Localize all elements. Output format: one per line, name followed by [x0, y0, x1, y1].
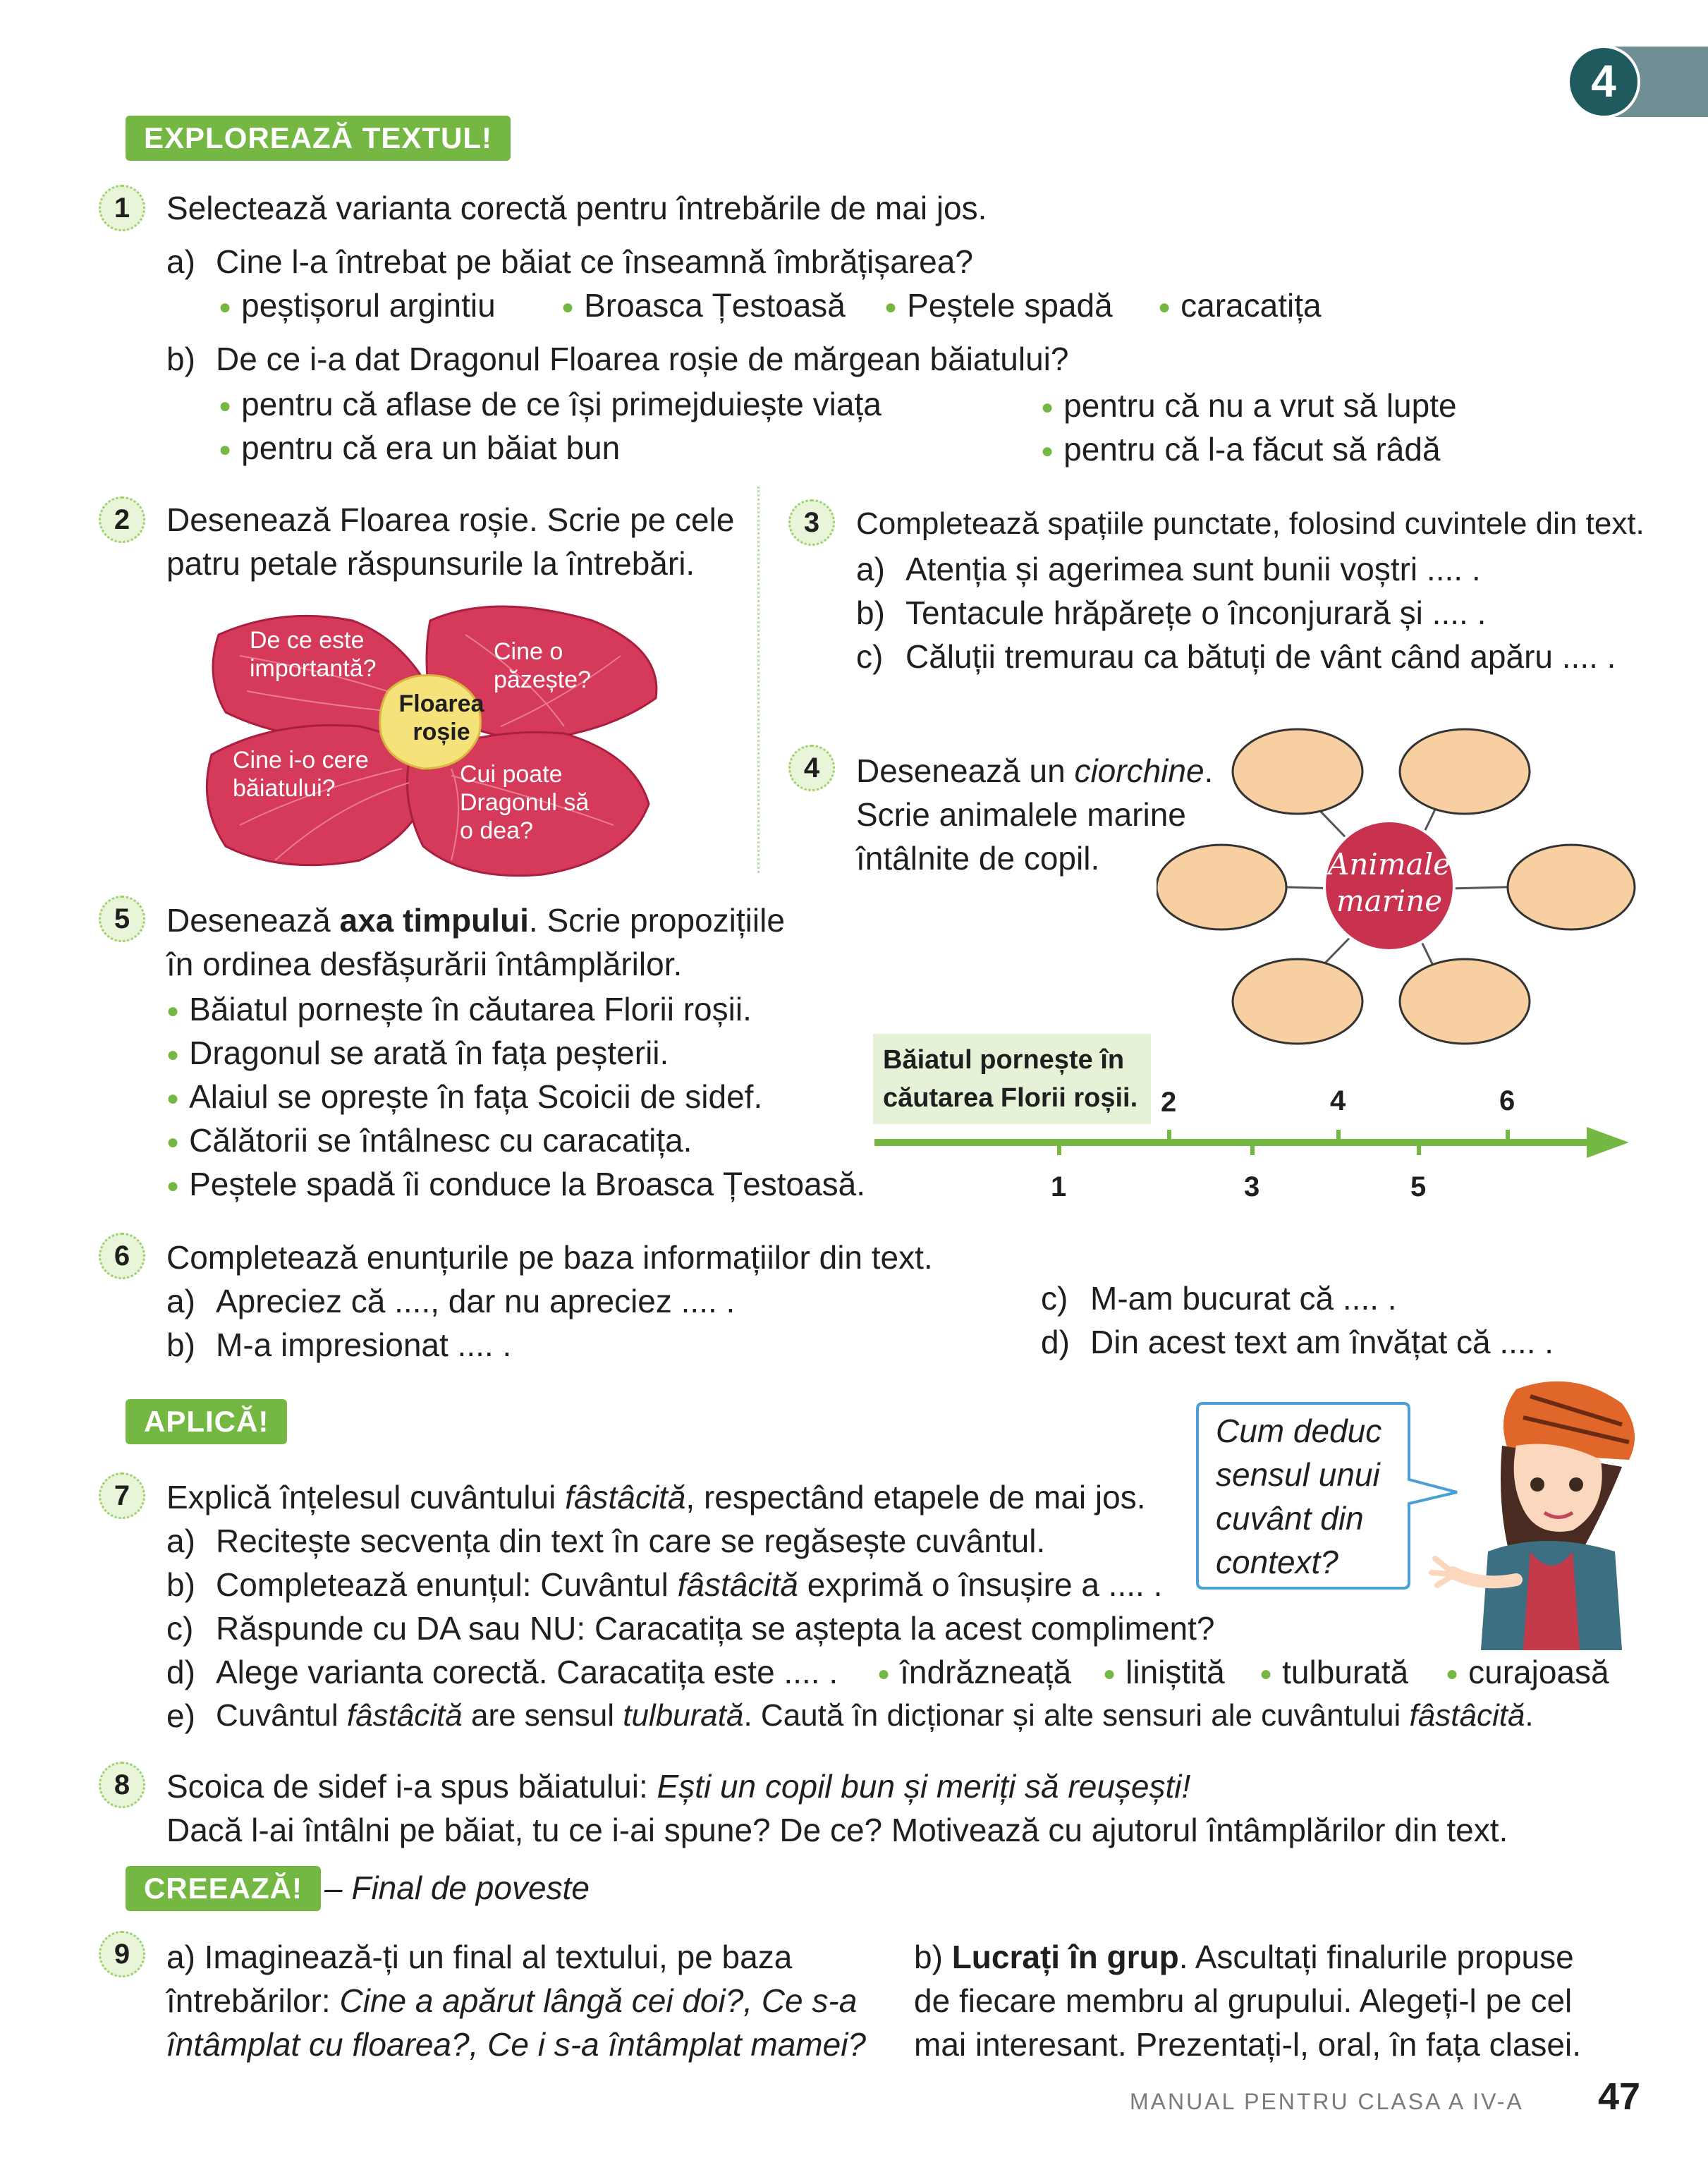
list-item: ● Alaiul se oprește în fața Scoicii de sidef.: [166, 1078, 763, 1115]
exercise-1-title: Selectează varianta corectă pentru întrebările de mai jos.: [166, 190, 987, 226]
exercise-6a-text: Apreciez că ...., dar nu apreciez .... .: [216, 1283, 736, 1319]
exercise-6b-label: b): [166, 1327, 195, 1363]
bullet-icon: ●: [166, 1130, 180, 1154]
exercise-7c-text: Răspunde cu DA sau NU: Caracatița se aștepta la acest compliment?: [216, 1610, 1215, 1647]
timeline-tick-label: 2: [1161, 1087, 1177, 1118]
chapter-badge: 4: [1567, 45, 1640, 118]
exercise-3c-label: c): [856, 638, 884, 675]
bullet-icon: ●: [1103, 1662, 1116, 1685]
section-subtitle: – Final de poveste: [324, 1870, 590, 1906]
exercise-7b-label: b): [166, 1566, 195, 1603]
bullet-icon: ●: [1158, 295, 1171, 319]
exercise-7d-text: Alege varianta corectă. Caracatița este .... .: [216, 1654, 838, 1690]
timeline-tick-label: 4: [1330, 1085, 1346, 1116]
exercise-3b-text: Tentacule hrăpărețe o înconjurară și .... .: [905, 594, 1487, 631]
exercise-7b-text: Completează enunțul: Cuvântul fâstâcită exprimă o însușire a .... .: [216, 1566, 1163, 1603]
bullet-icon: ●: [166, 1087, 180, 1110]
bullet-icon: ●: [219, 394, 232, 417]
bullet-icon: ●: [1041, 396, 1054, 419]
exercise-1a-label: a): [166, 243, 195, 280]
bubble-line: Cum deduc: [1216, 1413, 1382, 1449]
option[interactable]: ● tulburată: [1259, 1654, 1409, 1690]
exercise-7a-label: a): [166, 1523, 195, 1559]
exercise-number: 6: [99, 1233, 145, 1279]
bullet-icon: ●: [219, 295, 232, 319]
exercise-3b-label: b): [856, 594, 885, 631]
bubble-line: cuvânt din: [1216, 1500, 1364, 1537]
timeline-tick-label: 5: [1410, 1171, 1427, 1202]
exercise-number: 5: [99, 896, 145, 942]
exercise-6c-text: M-am bucurat că .... .: [1090, 1280, 1397, 1317]
bullet-icon: ●: [1446, 1662, 1459, 1685]
bullet-icon: ●: [166, 999, 180, 1023]
exercise-1a-question: Cine l-a întrebat pe băiat ce înseamnă îmbrățișarea?: [216, 243, 973, 280]
flower-center-line: Floarea: [398, 690, 484, 717]
exercise-3a-text: Atenția și agerimea sunt bunii voștri .... .: [905, 551, 1481, 587]
timeline-axis: [874, 1121, 1636, 1171]
bullet-icon: ●: [1041, 439, 1054, 463]
bubble-line: sensul unui: [1216, 1456, 1380, 1493]
exercise-8-line: Dacă l-ai întâlni pe băiat, tu ce i-ai spune? De ce? Motivează cu ajutorul întâmplărilor din text.: [166, 1812, 1508, 1848]
exercise-number: 7: [99, 1472, 145, 1519]
exercise-7-title: Explică înțelesul cuvântului fâstâcită, respectând etapele de mai jos.: [166, 1479, 1146, 1516]
exercise-3c-text: Căluții tremurau ca bătuți de vânt când apăru .... .: [905, 638, 1616, 675]
exercise-9a-line: întrebărilor: Cine a apărut lângă cei doi?, Ce s-a: [166, 1982, 858, 2019]
exercise-number: 9: [99, 1931, 145, 1977]
exercise-7c-label: c): [166, 1610, 194, 1647]
option[interactable]: ● Peștele spadă: [884, 287, 1113, 324]
bullet-icon: ●: [166, 1043, 180, 1066]
exercise-1b-question: De ce i-a dat Dragonul Floarea roșie de mărgean băiatului?: [216, 341, 1069, 377]
bullet-icon: ●: [166, 1174, 180, 1197]
ciorchine-center-line: marine: [1336, 884, 1443, 918]
exercise-6a-label: a): [166, 1283, 195, 1319]
exercise-number: 3: [788, 499, 835, 546]
petal-question: [233, 746, 369, 803]
petal-line: De ce este: [250, 627, 365, 654]
exercise-9b-line: de fiecare membru al grupului. Alegeți-l pe cel: [914, 1982, 1573, 2019]
exercise-3-title: Completează spațiile punctate, folosind cuvintele din text.: [856, 506, 1645, 541]
exercise-4-line: Scrie animalele marine: [856, 796, 1186, 833]
section-tag-apply: APLICĂ!: [126, 1399, 287, 1444]
bullet-icon: ●: [877, 1662, 891, 1685]
page-number: 47: [1598, 2075, 1641, 2118]
list-item: ● Peștele spadă îi conduce la Broasca Țestoasă.: [166, 1166, 866, 1202]
section-tag-explore: EXPLOREAZĂ TEXTUL!: [126, 116, 511, 161]
option[interactable]: ● Broasca Țestoasă: [561, 287, 846, 324]
exercise-7e-text: Cuvântul fâstâcită are sensul tulburată. Caută în dicționar și alte sensuri ale cuvântului fâstâcită.: [216, 1698, 1534, 1733]
exercise-9a-line: a) Imaginează-ți un final al textului, pe baza: [166, 1939, 793, 1975]
petal-line: importantă?: [250, 655, 377, 682]
exercise-2-line: patru petale răspunsurile la întrebări.: [166, 545, 695, 582]
petal-question: [250, 626, 377, 683]
exercise-6b-text: M-a impresionat .... .: [216, 1327, 512, 1363]
petal-line: Cine o: [494, 638, 563, 665]
option[interactable]: ● pentru că nu a vrut să lupte: [1041, 387, 1457, 424]
bullet-icon: ●: [219, 438, 232, 461]
petal-line: Cine i-o cere: [233, 747, 369, 774]
exercise-7d-label: d): [166, 1654, 195, 1690]
exercise-1b-label: b): [166, 341, 195, 377]
exercise-5-line: Desenează axa timpului. Scrie propozițiile: [166, 902, 785, 939]
timeline-tick-label: 1: [1051, 1171, 1067, 1202]
option[interactable]: ● pentru că l-a făcut să râdă: [1041, 431, 1441, 468]
exercise-6c-label: c): [1041, 1280, 1068, 1317]
option[interactable]: ● pentru că era un băiat bun: [219, 429, 621, 466]
exercise-8-line: Scoica de sidef i-a spus băiatului: Ești un copil bun și meriți să reușești!: [166, 1768, 1191, 1805]
exercise-number: 8: [99, 1762, 145, 1808]
speech-bubble-text: [1216, 1409, 1381, 1584]
exercise-6d-text: Din acest text am învățat că .... .: [1090, 1324, 1554, 1360]
exercise-6d-label: d): [1041, 1324, 1070, 1360]
exercise-9b-line: mai interesant. Prezentați-l, oral, în fața clasei.: [914, 2026, 1581, 2063]
footer-label: MANUAL PENTRU CLASA A IV-A: [1130, 2089, 1524, 2114]
bullet-icon: ●: [884, 295, 898, 319]
option[interactable]: ● pentru că aflase de ce își primejduiește viața: [219, 386, 882, 422]
list-item: ● Călătorii se întâlnesc cu caracatița.: [166, 1122, 693, 1159]
girl-illustration: [1410, 1368, 1643, 1650]
flower-center-line: roșie: [413, 719, 470, 745]
petal-line: o dea?: [460, 817, 533, 844]
timeline-tick-label: 6: [1499, 1085, 1515, 1116]
option[interactable]: ● peștișorul argintiu: [219, 287, 496, 324]
timeline-box-line: Băiatul pornește în: [883, 1045, 1125, 1075]
bullet-icon: ●: [561, 295, 575, 319]
section-tag-create: CREEAZĂ!: [126, 1866, 321, 1911]
bullet-icon: ●: [1259, 1662, 1273, 1685]
ciorchine-center-line: Animale: [1328, 847, 1451, 882]
timeline-tick-label: 3: [1244, 1171, 1260, 1202]
exercise-3a-label: a): [856, 551, 885, 587]
exercise-2-line: Desenează Floarea roșie. Scrie pe cele: [166, 501, 735, 538]
exercise-6-title: Completează enunțurile pe baza informațiilor din text.: [166, 1239, 933, 1276]
petal-question: [494, 638, 591, 694]
timeline-first-event-box: [873, 1034, 1151, 1124]
petal-line: Dragonul să: [460, 789, 590, 816]
exercise-5-line: în ordinea desfășurării întâmplărilor.: [166, 946, 683, 982]
option[interactable]: ● liniștită: [1103, 1654, 1225, 1690]
exercise-7e-label: e): [166, 1697, 195, 1734]
exercise-9a-line: întâmplat cu floarea?, Ce i s-a întâmplat mamei?: [166, 2026, 867, 2063]
list-item: ● Dragonul se arată în fața peșterii.: [166, 1035, 669, 1071]
petal-line: băiatului?: [233, 775, 336, 802]
column-divider: [757, 487, 760, 873]
exercise-number: 1: [99, 185, 145, 231]
exercise-4-line: Desenează un ciorchine.: [856, 752, 1214, 789]
option[interactable]: ● îndrăzneață: [877, 1654, 1072, 1690]
option[interactable]: ● caracatița: [1158, 287, 1322, 324]
flower-center-label: [392, 690, 491, 746]
exercise-7a-text: Recitește secvența din text în care se regăsește cuvântul.: [216, 1523, 1046, 1559]
list-item: ● Băiatul pornește în căutarea Florii roșii.: [166, 991, 752, 1027]
timeline-box-line: căutarea Florii roșii.: [883, 1083, 1138, 1113]
exercise-4-line: întâlnite de copil.: [856, 840, 1100, 877]
exercise-number: 4: [788, 745, 835, 791]
exercise-number: 2: [99, 496, 145, 543]
petal-line: păzește?: [494, 666, 591, 693]
petal-question: [460, 760, 589, 845]
petal-line: Cui poate: [460, 761, 563, 788]
bubble-line: context?: [1216, 1544, 1338, 1580]
exercise-9b-line: b) Lucrați în grup. Ascultați finalurile propuse: [914, 1939, 1574, 1975]
ciorchine-center-label: [1319, 846, 1460, 920]
option[interactable]: ● curajoasă: [1446, 1654, 1609, 1690]
